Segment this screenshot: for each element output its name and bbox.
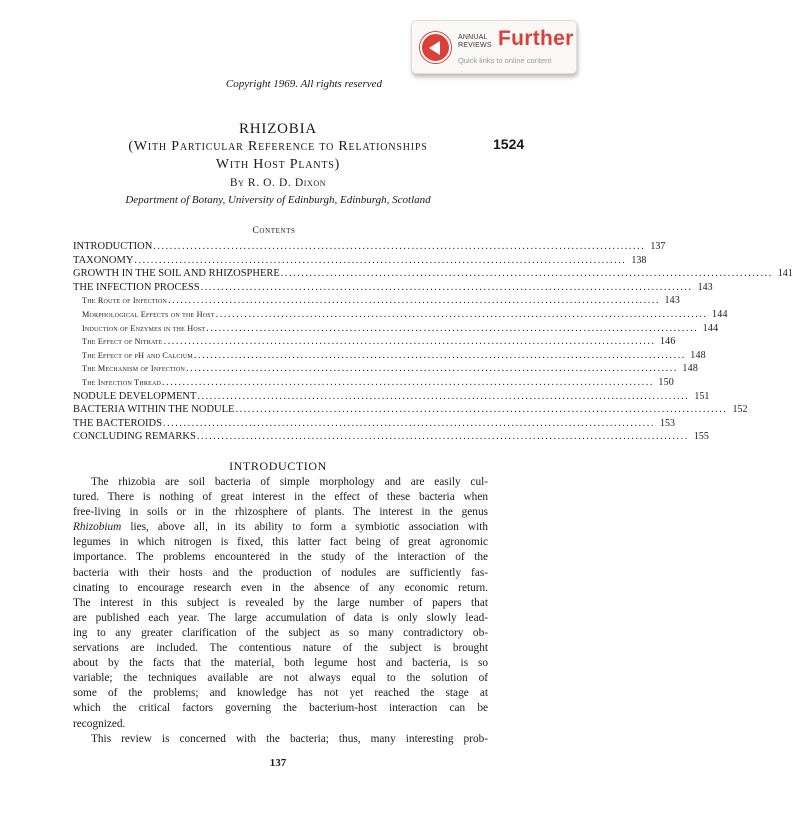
introduction-body [73, 475, 488, 747]
body-line: The interest in this subject is revealed by the large number of papers that [73, 596, 488, 609]
toc-entry-page: 141 [777, 268, 793, 280]
toc-leader-dots: ........................................................................................................................ [280, 268, 773, 280]
toc-entry [73, 417, 675, 431]
toc-leader-dots: ........................................................................................................................ [163, 336, 656, 348]
toc-entry-page: 144 [702, 322, 719, 334]
toc-entry [73, 335, 676, 349]
contents-heading: Contents [252, 226, 296, 236]
body-line: importance. The problems encountered in the study of the interaction of the [73, 551, 488, 564]
body-line: bacteria with their hosts and the production of nodules are sufficiently fas- [73, 566, 488, 579]
body-line: free-living in soils or in the rhizosphere of plants. The interest in the genus [73, 506, 488, 519]
toc-entry-page: 152 [732, 404, 748, 416]
copyright-notice: Copyright 1969. All rights reserved [225, 78, 383, 90]
toc-entry-label: THE INFECTION PROCESS [73, 281, 200, 293]
toc-entry-page: 150 [658, 376, 675, 388]
toc-entry [73, 240, 666, 254]
toc-entry-page: 138 [631, 254, 647, 266]
toc-entry-label: TAXONOMY [73, 254, 134, 266]
toc-entry-page: 143 [664, 295, 681, 307]
toc-entry-page: 148 [682, 363, 699, 375]
toc-entry-page: 155 [693, 431, 709, 443]
page-number: 137 [269, 757, 287, 769]
toc-entry-page: 137 [650, 241, 666, 252]
body-line: The rhizobia are soil bacteria of simple morphology and are easily cul- [91, 476, 488, 488]
toc-entry [73, 349, 706, 363]
toc-entry [73, 362, 699, 376]
toc-entry-page: 144 [712, 308, 728, 320]
article-title: RHIZOBIA [238, 121, 318, 137]
toc-leader-dots: ........................................................................................................................ [134, 254, 627, 266]
toc-entry-label: INTRODUCTION [73, 241, 153, 252]
toc-entry-page: 143 [697, 281, 713, 293]
further-badge[interactable] [411, 20, 577, 74]
toc-entry [73, 308, 728, 322]
subtitle-line: (With Particular Reference to Relationships [128, 139, 428, 154]
toc-entry-page: 146 [659, 336, 676, 348]
toc-leader-dots: ........................................................................................................................ [206, 322, 699, 334]
toc-leader-dots: ........................................................................................................................ [215, 308, 708, 320]
body-line: variable; the techniques available are not always equal to the solution of [73, 672, 488, 685]
toc-leader-dots: ........................................................................................................................ [196, 431, 689, 443]
body-line: some of the problems; and knowledge has not yet reached the stage at [73, 687, 488, 700]
subtitle-line: With Host Plants) [215, 157, 341, 172]
body-line: which the critical factors governing the bacterium-host interaction can be [73, 702, 488, 715]
body-line: about by the facts that the material, both legume host and bacteria, is so [73, 657, 488, 670]
body-line: servations are included. The contentious nature of the subject is brought [73, 642, 488, 655]
annual-reviews-logo: ANNUAL REVIEWS [458, 34, 492, 49]
toc-entry-label: The Mechanism of Infection [82, 364, 186, 374]
further-logo: Further [498, 27, 574, 50]
toc-entry [73, 267, 793, 281]
toc-entry-page: 153 [659, 417, 675, 429]
toc-leader-dots: ........................................................................................................................ [168, 295, 661, 307]
author-affiliation: Department of Botany, University of Edinburgh, Edinburgh, Scotland [125, 194, 431, 206]
toc-entry [73, 376, 675, 390]
toc-leader-dots: ........................................................................................................................ [200, 281, 693, 293]
author-byline: By R. O. D. Dixon [229, 177, 327, 189]
toc-leader-dots: ........................................................................................................................ [186, 363, 679, 375]
toc-entry-label: Induction of Enzymes in the Host [82, 323, 206, 333]
toc-entry-label: Morphological Effects on the Host [82, 309, 215, 319]
table-of-contents [73, 240, 793, 444]
toc-entry [73, 294, 681, 308]
toc-leader-dots: ........................................................................................................................ [162, 417, 655, 429]
toc-entry-page: 148 [690, 349, 706, 361]
body-line: Rhizobium lies, above all, in its ability to form a symbiotic association with [73, 521, 488, 534]
article-code-number: 1524 [493, 136, 525, 152]
toc-leader-dots: ........................................................................................................................ [197, 390, 690, 402]
toc-entry-label: The Route of Infection [82, 296, 168, 306]
toc-entry [73, 430, 709, 444]
body-line: legumes in which nitrogen is fixed, this latter fact being of great agronomic [73, 536, 488, 549]
body-line: tured. There is nothing of great interest in the effect of these bacteria when [73, 491, 488, 504]
toc-leader-dots: ........................................................................................................................ [193, 349, 686, 361]
toc-entry-page: 151 [694, 390, 710, 402]
body-line: cinating to encourage research even in the absence of any economic return. [73, 581, 488, 594]
toc-leader-dots: ........................................................................................................................ [235, 404, 728, 416]
toc-entry-label: NODULE DEVELOPMENT [73, 390, 197, 402]
toc-entry-label: The Effect of Nitrate [82, 337, 163, 347]
body-line: This review is concerned with the bacteria; thus, many interesting prob- [91, 732, 488, 745]
back-arrow-icon [420, 32, 451, 63]
toc-leader-dots: ........................................................................................................................ [153, 241, 646, 252]
section-heading-introduction: INTRODUCTION [229, 459, 327, 473]
body-line: are published each year. The large accumulation of data is only slowly lead- [73, 611, 488, 624]
toc-entry-label: The Infection Thread [82, 377, 162, 387]
toc-entry-label: THE BACTEROIDS [73, 417, 162, 429]
toc-entry-label: GROWTH IN THE SOIL AND RHIZOSPHERE [73, 268, 280, 280]
toc-entry [73, 254, 647, 268]
article-subtitle [73, 138, 483, 174]
toc-entry-label: BACTERIA WITHIN THE NODULE [73, 404, 235, 416]
body-line: recognized. [73, 717, 126, 730]
toc-entry [73, 390, 710, 404]
toc-entry [73, 281, 713, 295]
toc-leader-dots: ........................................................................................................................ [162, 376, 655, 388]
body-line: ing to any greater clarification of the subject as so many contradictory ob- [73, 626, 488, 639]
toc-entry [73, 403, 748, 417]
toc-entry-label: CONCLUDING REMARKS [73, 431, 196, 443]
toc-entry-label: The Effect of pH and Calcium [82, 350, 193, 360]
quick-links-text: Quick links to online content [458, 56, 552, 65]
toc-entry [73, 322, 719, 336]
